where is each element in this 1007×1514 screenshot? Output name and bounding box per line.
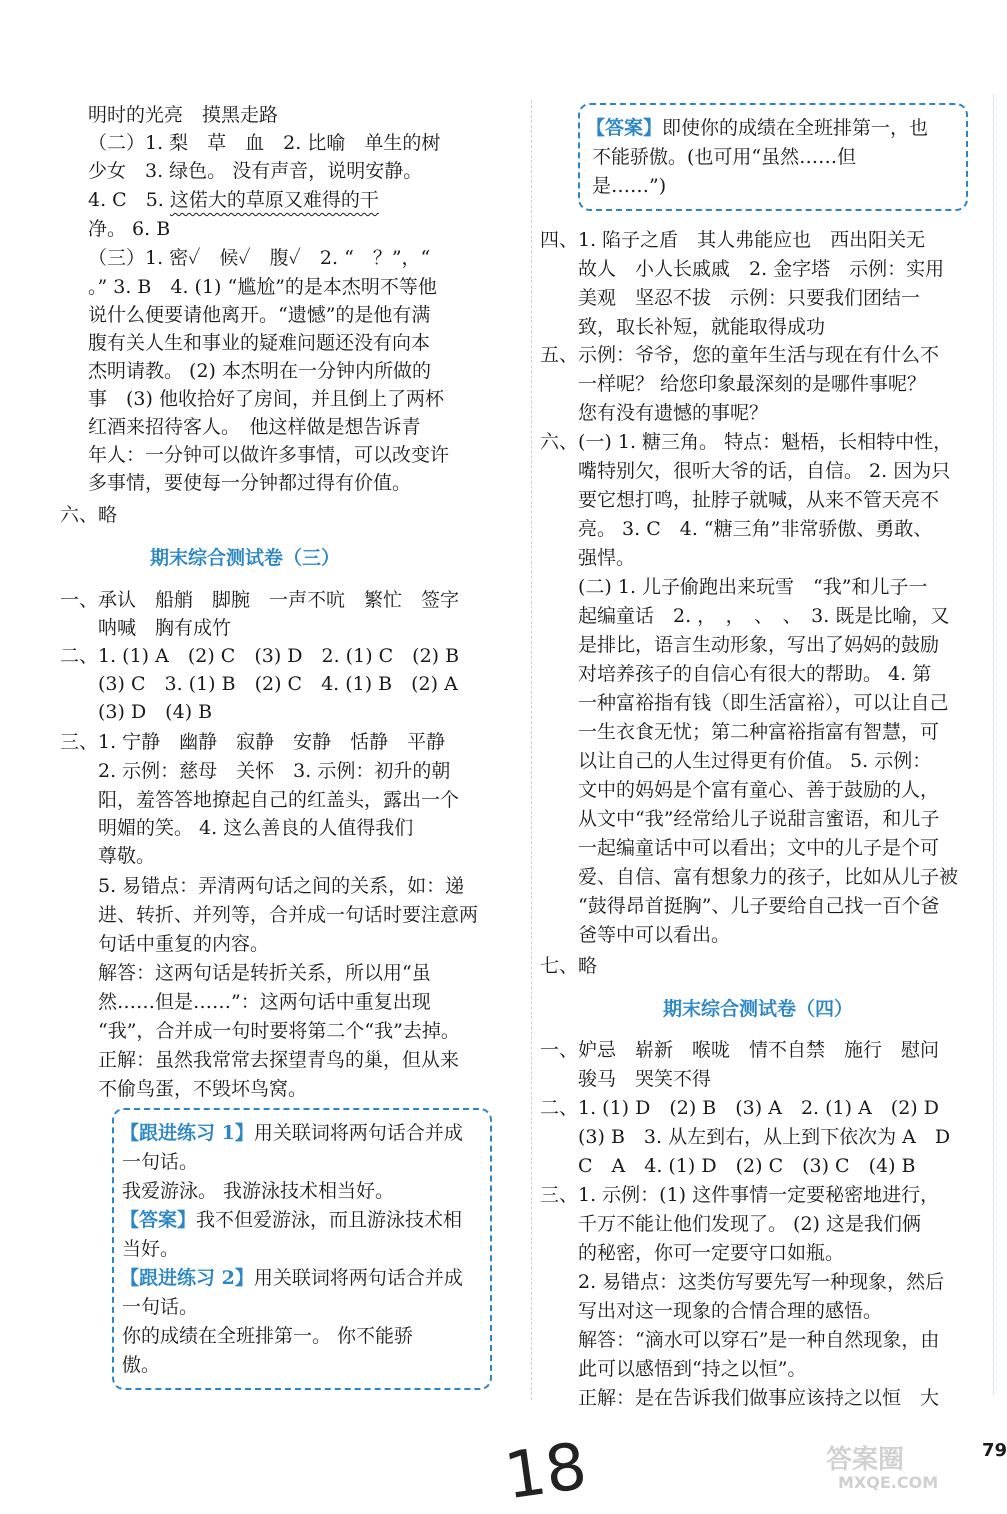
text-line: 一、承认 船艄 脚腕 一声不吭 繁忙 签字 [60,589,460,611]
text-line [586,113,928,143]
text-line: 句话中重复的内容。 [60,933,270,955]
text-line: 爱、自信、富有想象力的孩子，比如从儿子被 [540,866,959,888]
text-line: 一句话。 [122,1151,199,1173]
text-segment: 用关联词将两句话合并成 [253,1122,463,1144]
text-line: 一生衣食无忧；第二种富裕指富有智慧，可 [540,721,940,743]
text-line [120,1118,463,1148]
practice-box [112,1108,492,1390]
text-line: 解答：这两句话是转折关系，所以用“虽 [60,962,431,984]
text-line: 红酒来招待客人。 他这样做是想告诉青 [88,416,421,438]
text-line: 明时的光亮 摸黑走路 [88,104,279,126]
text-line: 六、略 [60,504,118,526]
text-line: 5. 易错点：弄清两句话之间的关系，如：递 [60,875,465,897]
text-line: 一起编童话中可以看出；文中的儿子是个可 [540,837,940,859]
svg-text:MXQE.COM: MXQE.COM [838,1473,939,1492]
section-title: 期末综合测试卷（三） [150,547,341,569]
text-line: 五、示例：爷爷，您的童年生活与现在有什么不 [540,344,940,366]
text-line: 文中的妈妈是个富有童心、善于鼓励的人， [540,779,940,801]
text-line: 杰明请教。 (2) 本杰明在一分钟内所做的 [88,360,431,382]
text-line: （三）1. 密✓ 候✓ 腹✓ 2. “ ？”，“ [88,247,431,269]
text-line: 致，取长补短，就能取得成功 [540,316,826,338]
text-line: C A 4. (1) D (2) C (3) C (4) B [540,1155,916,1177]
answer-tag: 【答案】 [120,1209,197,1231]
text-line: 的秘密，你可一定要守口如瓶。 [540,1242,845,1264]
answer-tag: 【答案】 [586,117,663,139]
text-line: 故人 小人长戚戚 2. 金字塔 示例：实用 [540,258,945,280]
text-line: 七、略 [540,955,598,977]
text-line: 正解：是在告诉我们做事应该持之以恒 大 [540,1387,940,1409]
text-line: 年人：一分钟可以做许多事情，可以改变许 [88,444,450,466]
text-segment: 即使你的成绩在全班排第一，也 [662,117,929,139]
svg-text:答案圈: 答案圈 [826,1445,905,1475]
text-line: 解答：“滴水可以穿石”是一种自然现象，由 [540,1329,940,1351]
text-line: (二) 1. 儿子偷跑出来玩雪 “我”和儿子一 [540,576,928,598]
practice-tag: 【跟进练习 1】 [120,1122,254,1144]
text-line [120,1205,462,1235]
text-line: 您有没有遗憾的事呢？ [540,402,769,424]
text-line: 强悍。 [540,547,636,569]
text-line: 三、1. 示例：(1) 这件事情一定要秘密地进行， [540,1184,940,1206]
text-line: 骏马 哭笑不得 [540,1068,712,1090]
text-line: 是排比，语言生动形象，写出了妈妈的鼓励 [540,634,940,656]
column-divider [531,100,532,1400]
text-line: 你的成绩在全班排第一。 你不能骄 [122,1325,414,1347]
section-title: 期末综合测试卷（四） [663,998,854,1020]
wavy-underlined-text: 这偌大的草原又难得的干 [169,189,379,211]
text-line: 2. 示例：慈母 关怀 3. 示例：初升的朝 [60,760,451,782]
text-line: 从文中“我”经常给儿子说甜言蜜语，和儿子 [540,808,940,830]
text-line: 爸等中可以看出。 [540,924,731,946]
text-line: (3) C 3. (1) B (2) C 4. (1) B (2) A [60,673,458,695]
text-line: 正解：虽然我常常去探望青鸟的巢，但从来 [60,1049,460,1071]
text-line: 然……但是……”：这两句话中重复出现 [60,991,431,1013]
text-line: 尊敬。 [60,845,156,867]
text-line: 写出对这一现象的合情合理的感悟。 [540,1300,883,1322]
text-segment: 4. C 5. [88,189,170,211]
text-line: (3) D (4) B [60,701,213,723]
text-segment: 我不但爱游泳，而且游泳技术相 [196,1209,463,1231]
text-line: 当好。 [122,1238,180,1260]
text-segment: 用关联词将两句话合并成 [253,1267,463,1289]
text-line: 是……”) [592,175,667,197]
text-line: 千万不能让他们发现了。 (2) 这是我们俩 [540,1213,921,1235]
text-line [88,185,379,215]
text-line: 傲。 [122,1354,161,1376]
text-line [120,1263,463,1293]
text-line: 嘴特别欠，很听大爷的话，自信。 2. 因为只 [540,460,951,482]
text-line: 呐喊 胸有成竹 [60,617,232,639]
text-line: 一句话。 [122,1296,199,1318]
text-line: “鼓得昂首挺胸”、儿子要给自己找一百个爸 [540,895,940,917]
text-line: 进、转折、并列等，合并成一句话时要注意两 [60,904,479,926]
text-line: 事 (3) 他收拾好了房间，并且倒上了两杯 [88,388,444,410]
text-line: 不偷鸟蛋，不毁坏鸟窝。 [60,1078,308,1100]
text-line: 亮。 3. C 4. “糖三角”非常骄傲、勇敢、 [540,518,933,540]
text-line: 阳，羞答答地撩起自己的红盖头，露出一个 [60,789,460,811]
text-line: 以让自己的人生过得更有价值。 5. 示例： [540,750,932,772]
page-number: 79 [982,1440,1007,1461]
answer-box [578,103,968,211]
handwritten-page-number: 18 [500,1429,592,1514]
text-line: （二）1. 梨 草 血 2. 比喻 单生的树 [88,132,441,154]
text-line: 多事情，要使每一分钟都过得有价值。 [88,472,412,494]
text-line: 净。 6. B [88,218,171,240]
watermark-logo [820,1440,1000,1492]
text-line: 六、(一) 1. 糖三角。 特点：魁梧，长相特中性， [540,431,953,453]
text-line: 少女 3. 绿色。 没有声音，说明安静。 [88,160,423,182]
text-line: 二、1. (1) D (2) B (3) A 2. (1) A (2) D [540,1097,939,1119]
practice-tag: 【跟进练习 2】 [120,1267,254,1289]
text-line: 美观 坚忍不拔 示例：只要我们团结一 [540,287,921,309]
text-line: 2. 易错点：这类仿写要先写一种现象，然后 [540,1271,945,1293]
text-line: 说什么便要请他离开。“遗憾”的是他有满 [88,304,431,326]
text-line: 不能骄傲。(也可用“虽然……但 [592,146,857,168]
text-line: “我”，合并成一句时要将第二个“我”去掉。 [60,1020,460,1042]
text-line: 一种富裕指有钱（即生活富裕），可以让自己 [540,692,949,714]
text-line: 一样呢？ 给您印象最深刻的是哪件事呢？ [540,373,927,395]
text-line: 二、1. (1) A (2) C (3) D 2. (1) C (2) B [60,645,460,667]
page-edge-mark [993,95,1000,1395]
text-line: 。” 3. B 4. (1) “尴尬”的是本杰明不等他 [88,276,437,298]
text-line: 要它想打鸣，扯脖子就喊，从来不管天亮不 [540,489,940,511]
text-line: 三、1. 宁静 幽静 寂静 安静 恬静 平静 [60,731,446,753]
text-line: 一、妒忌 崭新 喉咙 情不自禁 施行 慰问 [540,1039,940,1061]
text-line: 起编童话 2. ， ， 、 、 3. 既是比喻，又 [540,605,950,627]
text-line: 此可以感悟到“持之以恒”。 [540,1358,807,1380]
text-line: 明媚的笑。 4. 这么善良的人值得我们 [60,817,414,839]
text-line: (3) B 3. 从左到右，从上到下依次为 A D [540,1126,951,1148]
text-line: 对培养孩子的自信心有很大的帮助。 4. 第 [540,663,932,685]
text-line: 我爱游泳。 我游泳技术相当好。 [122,1180,395,1202]
text-line: 腹有关人生和事业的疑难问题还没有向本 [88,332,431,354]
text-line: 四、1. 陷子之盾 其人弗能应也 西出阳关无 [540,229,926,251]
